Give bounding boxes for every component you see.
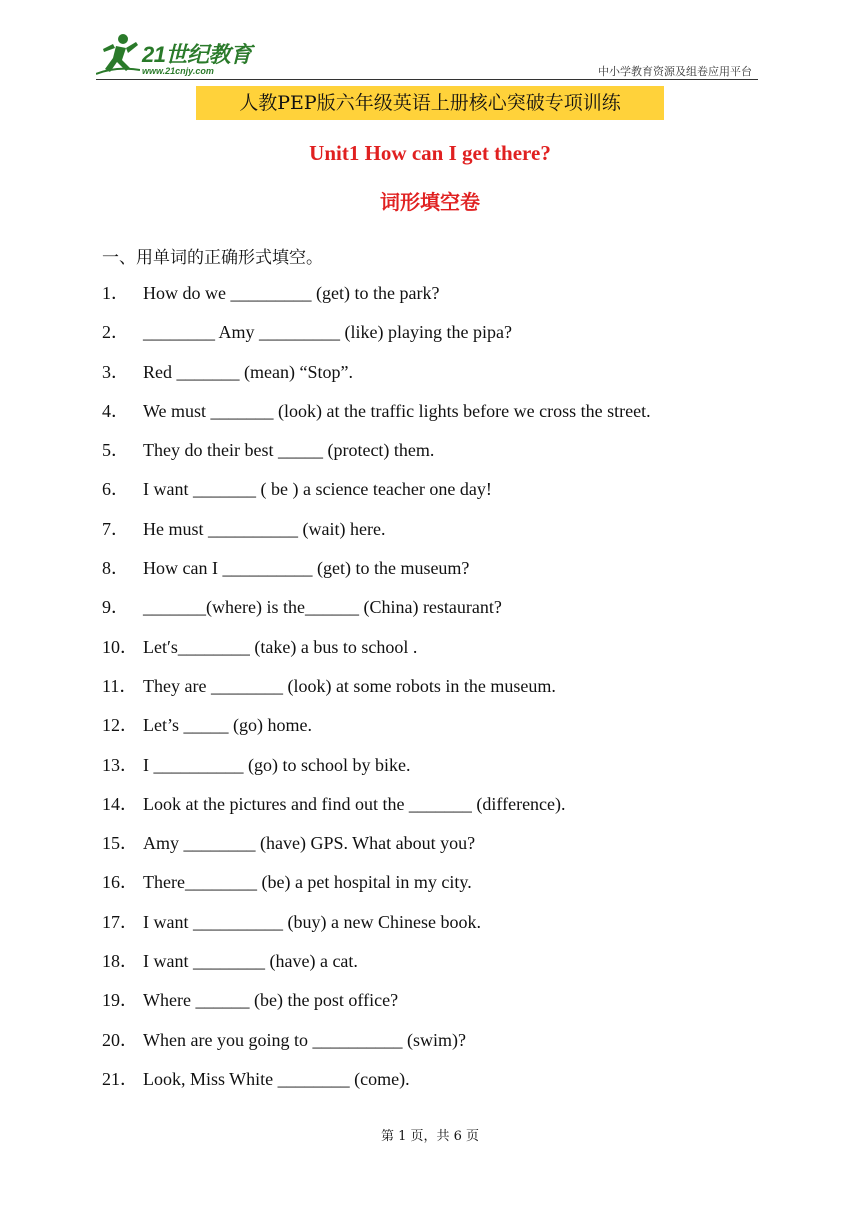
question-number: 13． — [102, 754, 138, 775]
page-footer: 第 1 页，共 6 页 — [380, 1129, 480, 1144]
question-number: 6． — [102, 479, 129, 500]
question-text: Let′s________ (take) a bus to school . — [143, 636, 418, 657]
question-text: I want ________ (have) a cat. — [143, 951, 358, 972]
question-number: 14． — [102, 793, 138, 814]
question-text: They are ________ (look) at some robots in the museum. — [143, 675, 556, 696]
question-item — [102, 911, 782, 950]
question-number: 4． — [102, 400, 129, 421]
question-number: 21． — [102, 1068, 138, 1089]
question-number: 17． — [102, 911, 138, 932]
question-number: 16． — [102, 872, 138, 893]
question-number: 8． — [102, 558, 129, 579]
question-item — [102, 557, 782, 596]
question-item — [102, 754, 782, 793]
header-divider — [96, 79, 758, 80]
question-number: 2． — [102, 322, 129, 343]
question-list — [102, 282, 782, 1107]
question-number: 19． — [102, 990, 138, 1011]
question-number: 5． — [102, 440, 129, 461]
question-item — [102, 832, 782, 871]
question-text: When are you going to __________ (swim)? — [143, 1029, 466, 1050]
question-number: 10． — [102, 636, 138, 657]
logo-text: 21世纪教育 — [142, 42, 252, 67]
question-number: 9． — [102, 597, 129, 618]
question-number: 3． — [102, 361, 129, 382]
question-item — [102, 439, 782, 478]
question-text: Amy ________ (have) GPS. What about you? — [143, 833, 476, 854]
question-number: 12． — [102, 715, 138, 736]
question-item — [102, 636, 782, 675]
question-text: ________ Amy _________ (like) playing the pipa? — [143, 322, 512, 343]
question-item — [102, 871, 782, 910]
page-title: 人教PEP版六年级英语上册核心突破专项训练 — [239, 92, 621, 114]
question-text: Look, Miss White ________ (come). — [143, 1068, 410, 1089]
question-text: Let’s _____ (go) home. — [143, 715, 312, 736]
question-number: 7． — [102, 518, 129, 539]
question-item — [102, 1068, 782, 1107]
question-item — [102, 950, 782, 989]
platform-text: 中小学教育资源及组卷应用平台 — [598, 65, 752, 78]
question-text: We must _______ (look) at the traffic lights before we cross the street. — [143, 400, 651, 421]
question-number: 1． — [102, 283, 129, 303]
question-number: 18． — [102, 951, 138, 972]
question-text: They do their best _____ (protect) them. — [143, 440, 435, 461]
question-number: 15． — [102, 833, 138, 854]
question-item — [102, 1029, 782, 1068]
question-text: He must __________ (wait) here. — [143, 518, 386, 539]
question-text: I want _______ ( be ) a science teacher one day! — [143, 479, 492, 500]
question-item — [102, 793, 782, 832]
question-item — [102, 478, 782, 517]
question-text: How do we _________ (get) to the park? — [143, 283, 440, 303]
question-text: _______(where) is the______ (China) restaurant? — [143, 597, 502, 618]
question-number: 11． — [102, 675, 138, 696]
question-text: How can I __________ (get) to the museum? — [143, 558, 470, 579]
question-text: Look at the pictures and find out the _______ (difference). — [143, 793, 566, 814]
question-item — [102, 989, 782, 1028]
page-header — [96, 28, 758, 82]
question-item — [102, 714, 782, 753]
question-item — [102, 282, 782, 321]
question-item — [102, 321, 782, 360]
exercise-title: 词形填空卷 — [380, 190, 480, 214]
question-item — [102, 400, 782, 439]
question-item — [102, 518, 782, 557]
question-item — [102, 675, 782, 714]
question-text: I want __________ (buy) a new Chinese book. — [143, 911, 481, 932]
question-text: Where ______ (be) the post office? — [143, 990, 399, 1011]
question-item — [102, 596, 782, 635]
question-item — [102, 361, 782, 400]
question-text: Red _______ (mean) “Stop”. — [143, 361, 353, 382]
question-text: I __________ (go) to school by bike. — [143, 754, 411, 775]
runner-icon — [96, 32, 140, 76]
section-heading: 一、用单词的正确形式填空。 — [102, 248, 323, 268]
unit-title: Unit1 How can I get there? — [309, 141, 551, 165]
question-number: 20． — [102, 1029, 138, 1050]
logo-url: www.21cnjy.com — [142, 66, 214, 76]
question-text: There________ (be) a pet hospital in my city. — [143, 872, 472, 893]
logo — [96, 32, 266, 78]
